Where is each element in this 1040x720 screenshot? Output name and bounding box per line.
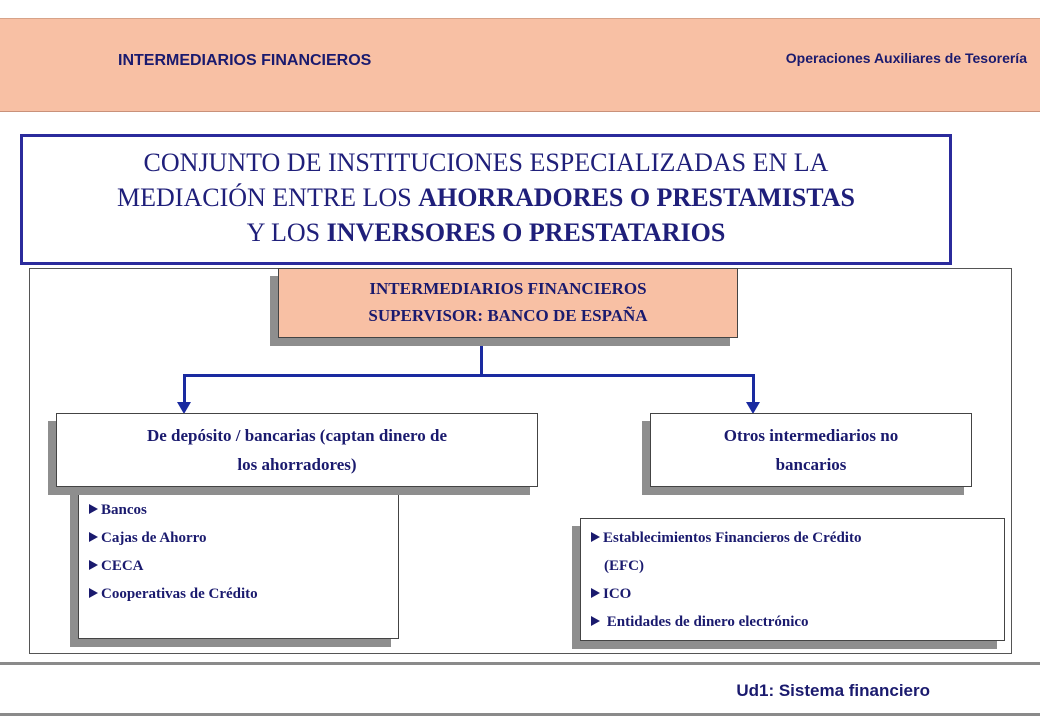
intermediaries-box-title: INTERMEDIARIOS FINANCIEROS (369, 279, 647, 298)
list-item (591, 524, 1004, 552)
list-item (89, 552, 398, 580)
connector-horizontal (183, 374, 755, 377)
list-item (591, 608, 1004, 636)
footer-unit-label: Ud1: Sistema financiero (736, 681, 930, 700)
supervisor-label: SUPERVISOR: BANCO DE ESPAÑA (368, 306, 648, 325)
list-item-label: Cooperativas de Crédito (101, 586, 258, 602)
list-item (89, 524, 398, 552)
definition-line-3 (23, 215, 949, 250)
definition-line-1: CONJUNTO DE INSTITUCIONES ESPECIALIZADAS EN LA (143, 148, 829, 177)
list-item-label: Bancos (101, 502, 147, 518)
list-item (591, 580, 1004, 608)
list-item-label: CECA (101, 558, 144, 574)
deposit-box-line-1: De depósito / bancarias (captan dinero de (146, 426, 448, 445)
definition-box (20, 134, 952, 265)
list-item-label: ICO (603, 586, 632, 602)
bullet-arrow-icon (591, 588, 600, 598)
list-item-label: Establecimientos Financieros de Crédito (603, 530, 862, 546)
list-item-label: Cajas de Ahorro (101, 530, 207, 546)
list-item (89, 496, 398, 524)
deposit-box-line-2: los ahorradores) (237, 455, 357, 474)
page-title: INTERMEDIARIOS FINANCIEROS (118, 52, 372, 69)
course-name: Operaciones Auxiliares de Tesorería (785, 50, 1027, 66)
definition-line-3-text: Y LOS (246, 218, 327, 247)
list-item-continuation: (EFC) (604, 558, 644, 574)
deposit-institutions-box (56, 413, 538, 487)
bullet-arrow-icon (89, 588, 98, 598)
connector-left-drop (183, 374, 186, 404)
footer-divider-top (0, 662, 1040, 665)
bullet-arrow-icon (591, 616, 600, 626)
definition-investors-term: INVERSORES O PRESTATARIOS (326, 218, 726, 247)
non-bank-box-line-2: bancarios (775, 455, 847, 474)
bullet-arrow-icon (591, 532, 600, 542)
bullet-arrow-icon (89, 532, 98, 542)
intermediaries-box (278, 268, 738, 338)
bullet-arrow-icon (89, 504, 98, 514)
footer-divider-bottom (0, 713, 1040, 716)
banking-list (78, 487, 399, 639)
definition-line-2-text: MEDIACIÓN ENTRE LOS (117, 183, 419, 212)
list-item (89, 580, 398, 608)
connector-right-drop (752, 374, 755, 404)
definition-line-2 (23, 180, 949, 215)
non-bank-list (580, 518, 1005, 641)
definition-savers-term: AHORRADORES O PRESTAMISTAS (418, 183, 855, 212)
list-item-label: Entidades de dinero electrónico (603, 614, 809, 630)
non-bank-box (650, 413, 972, 487)
non-bank-box-line-1: Otros intermediarios no (723, 426, 899, 445)
bullet-arrow-icon (89, 560, 98, 570)
